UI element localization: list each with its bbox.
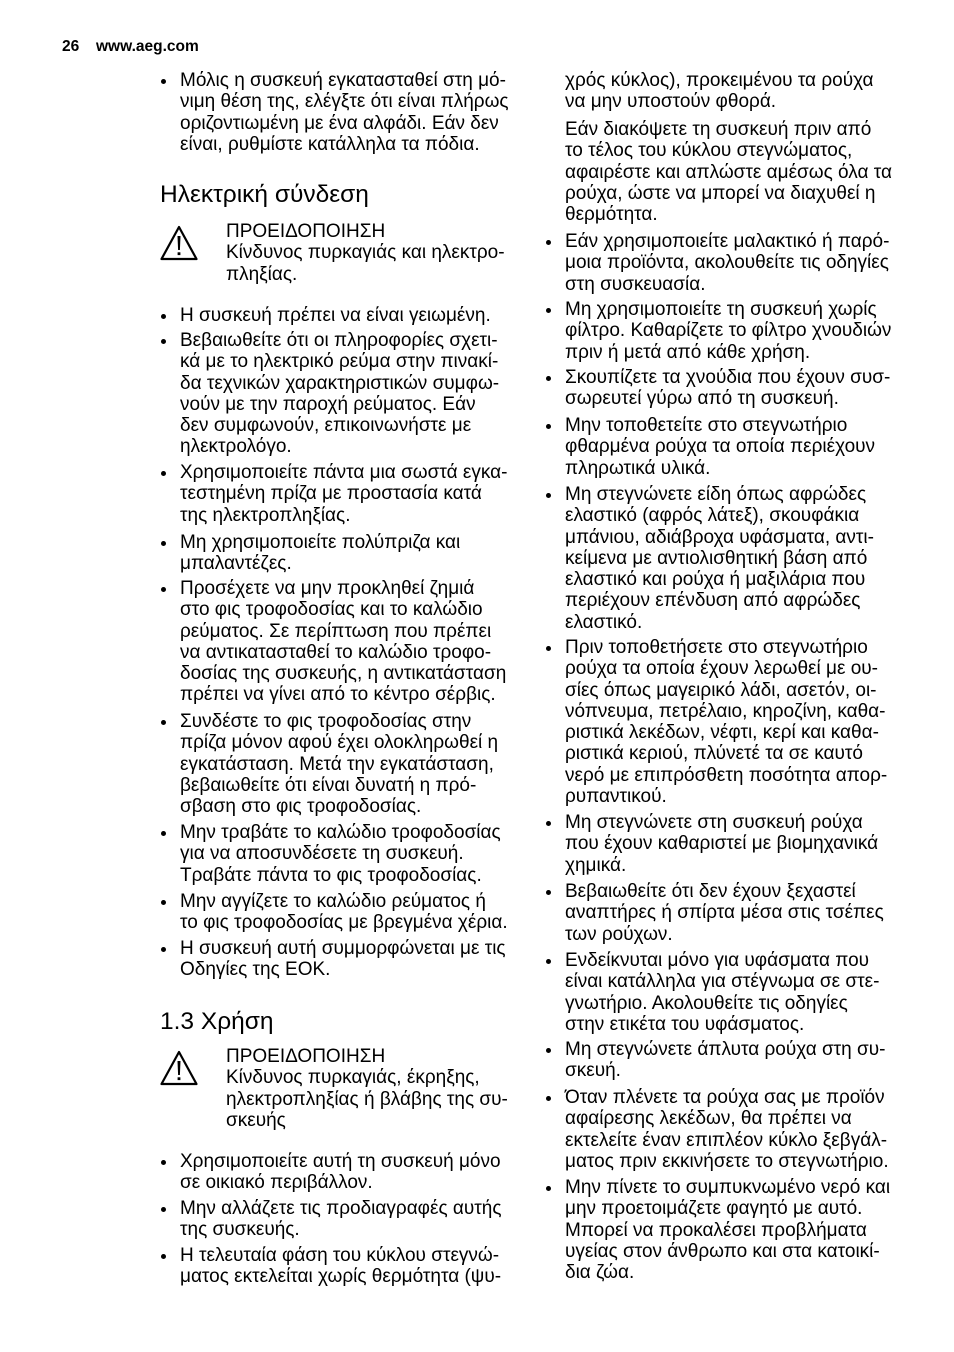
website-url: www.aeg.com — [96, 38, 199, 55]
page-number: 26 — [62, 38, 80, 55]
bullet-marker — [546, 821, 551, 826]
warning-title: ΠΡΟΕΙΔΟΠΟΙΗΣΗ — [226, 221, 386, 242]
bullet-marker — [161, 1160, 166, 1165]
bullet-marker — [161, 339, 166, 344]
bullet-text: Μη στεγνώνετε στη συσκευή ρούχα που έχουν καθαριστεί με βιομηχανικά χημικά. — [565, 812, 879, 876]
bullet-marker — [161, 947, 166, 952]
bullet-marker — [161, 1207, 166, 1212]
bullet-text: Η τελευταία φάση του κύκλου στεγνώ- ματος εκτελείται χωρίς θερμότητα (ψυ- — [180, 1245, 502, 1288]
bullet-marker — [161, 79, 166, 84]
continued-bullet-text: χρός κύκλος), προκειμένου τα ρούχα να μην υποστούν φθορά. — [565, 70, 874, 113]
bullet-text: Χρησιμοποιείτε αυτή τη συσκευή μόνο σε οικιακό περιβάλλον. — [180, 1151, 501, 1194]
bullet-marker — [546, 1096, 551, 1101]
bullet-text: Βεβαιωθείτε ότι οι πληροφορίες σχετι- κά με το ηλεκτρικό ρεύμα στην πινακί- δα τεχνικών χαρακτηριστικών συμφω- νούν με την παροχή ρεύματος. Εάν δεν συμφωνούν, επικοινωνήστε με ηλεκτρολόγο. — [180, 330, 500, 458]
bullet-marker — [161, 314, 166, 319]
bullet-text: Μη χρησιμοποιείτε τη συσκευή χωρίς φίλτρο. Καθαρίζετε το φίλτρο χνουδιών πριν ή μετά από κάθε χρήση. — [565, 299, 892, 363]
bullet-marker — [546, 646, 551, 651]
bullet-marker — [161, 900, 166, 905]
bullet-marker — [161, 471, 166, 476]
bullet-text: Χρησιμοποιείτε πάντα μια σωστά εγκα- τεστημένη πρίζα με προστασία κατά της ηλεκτροπληξίας. — [180, 462, 508, 526]
bullet-marker — [546, 424, 551, 429]
bullet-text: Σκουπίζετε τα χνούδια που έχουν συσ- σωρευτεί γύρω από τη συσκευή. — [565, 367, 891, 410]
bullet-marker — [546, 959, 551, 964]
warning-text: Κίνδυνος πυρκαγιάς, έκρηξης, ηλεκτροπληξίας ή βλάβης της συ- σκευής — [226, 1067, 508, 1131]
paragraph: Εάν διακόψετε τη συσκευή πριν από το τέλος του κύκλου στεγνώματος, αφαιρέστε και απλώστε αμέσως όλα τα ρούχα, ώστε να μπορεί να διαχυθεί η θερμότητα. — [565, 119, 892, 226]
bullet-marker — [546, 493, 551, 498]
bullet-text: Πριν τοποθετήσετε στο στεγνωτήριο ρούχα τα οποία έχουν λερωθεί με ου- σίες όπως μαγειρικό λάδι, ασετόν, οι- νόπνευμα, πετρέλαιο, κηροζίνη, καθα- ριστικά λεκέδων, νέφτι, κερί και καθα- ριστικά κεριού, πλύνετέ τα σε καυτό νερό με επιπρόσθετη ποσότητα απορ- ρυπαντικού. — [565, 637, 888, 808]
bullet-text: Η συσκευή αυτή συμμορφώνεται με τις Οδηγίες της ΕΟΚ. — [180, 938, 506, 981]
bullet-marker — [161, 831, 166, 836]
bullet-text: Μην αλλάζετε τις προδιαγραφές αυτής της συσκευής. — [180, 1198, 502, 1241]
bullet-text: Μην τοποθετείτε στο στεγνωτήριο φθαρμένα ρούχα τα οποία περιέχουν πληρωτικά υλικά. — [565, 415, 876, 479]
warning-triangle-icon — [160, 1050, 198, 1086]
bullet-text: Ενδείκνυται μόνο για υφάσματα που είναι κατάλληλα για στέγνωμα σε στε- γνωτήριο. Ακολουθείτε τις οδηγίες στην ετικέτα του υφάσματος. — [565, 950, 880, 1035]
warning-title: ΠΡΟΕΙΔΟΠΟΙΗΣΗ — [226, 1046, 386, 1067]
bullet-marker — [161, 720, 166, 725]
bullet-text: Μη στεγνώνετε είδη όπως αφρώδες ελαστικό (αφρός λάτεξ), σκουφάκια μπάνιου, αδιάβροχα υφάσματα, αντι- κείμενα με αντιολισθητική βάση από ελαστικό και ρούχα ή μαξιλάρια που περιέχουν επένδυση από αφρώδες ελαστικό. — [565, 484, 874, 633]
section-heading-usage: 1.3 Χρήση — [160, 1008, 274, 1035]
bullet-marker — [546, 240, 551, 245]
bullet-marker — [161, 1254, 166, 1259]
bullet-marker — [546, 308, 551, 313]
bullet-marker — [161, 587, 166, 592]
bullet-text: Μη στεγνώνετε άπλυτα ρούχα στη συ- σκευή. — [565, 1039, 886, 1082]
bullet-text: Μην αγγίζετε το καλώδιο ρεύματος ή το φις τροφοδοσίας με βρεγμένα χέρια. — [180, 891, 508, 934]
bullet-text: Μην πίνετε το συμπυκνωμένο νερό και μην προετοιμάζετε φαγητό με αυτό. Μπορεί να προκαλέσει προβλήματα υγείας στον άνθρωπο και στα κατοικί- δια ζώα. — [565, 1177, 891, 1284]
bullet-text: Εάν χρησιμοποιείτε μαλακτικό ή παρό- μοια προϊόντα, ακολουθείτε τις οδηγίες στη συσκευασία. — [565, 231, 890, 295]
warning-triangle-icon — [160, 225, 198, 261]
bullet-text: Μόλις η συσκευή εγκατασταθεί στη μό- νιμη θέση της, ελέγξτε ότι είναι πλήρως οριζοντιωμένη με ένα αλφάδι. Εάν δεν είναι, ρυθμίστε κατάλληλα τα πόδια. — [180, 70, 509, 155]
bullet-text: Προσέχετε να μην προκληθεί ζημιά στο φις τροφοδοσίας και το καλώδιο ρεύματος. Σε περίπτωση που πρέπει να αντικατασταθεί το καλώδιο τροφο- δοσίας της συσκευής, η αντικατάσταση πρέπει να γίνει από το κέντρο σέρβις. — [180, 578, 507, 706]
bullet-text: Όταν πλένετε τα ρούχα σας με προϊόν αφαίρεσης λεκέδων, θα πρέπει να εκτελείτε έναν επιπλέον κύκλο ξεβγάλ- ματος πριν εκκινήσετε το στεγνωτήριο. — [565, 1087, 889, 1172]
bullet-text: Βεβαιωθείτε ότι δεν έχουν ξεχαστεί αναπτήρες ή σπίρτα μέσα στις τσέπες των ρούχων. — [565, 881, 884, 945]
bullet-marker — [546, 1048, 551, 1053]
bullet-text: Συνδέστε το φις τροφοδοσίας στην πρίζα μόνον αφού έχει ολοκληρωθεί η εγκατάσταση. Μετά την εγκατάσταση, βεβαιωθείτε ότι είναι δυνατή η πρό- σβαση στο φις τροφοδοσίας. — [180, 711, 499, 818]
bullet-text: Μη χρησιμοποιείτε πολύπριζα και μπαλαντέζες. — [180, 532, 461, 575]
bullet-marker — [546, 1186, 551, 1191]
bullet-text: Η συσκευή πρέπει να είναι γειωμένη. — [180, 305, 491, 326]
warning-text: Κίνδυνος πυρκαγιάς και ηλεκτρο- πληξίας. — [226, 242, 505, 285]
bullet-marker — [546, 890, 551, 895]
bullet-text: Μην τραβάτε το καλώδιο τροφοδοσίας για να αποσυνδέσετε τη συσκευή. Τραβάτε πάντα το φις τροφοδοσίας. — [180, 822, 501, 886]
bullet-marker — [546, 376, 551, 381]
bullet-marker — [161, 541, 166, 546]
section-heading-electrical-connection: Ηλεκτρική σύνδεση — [160, 181, 369, 208]
